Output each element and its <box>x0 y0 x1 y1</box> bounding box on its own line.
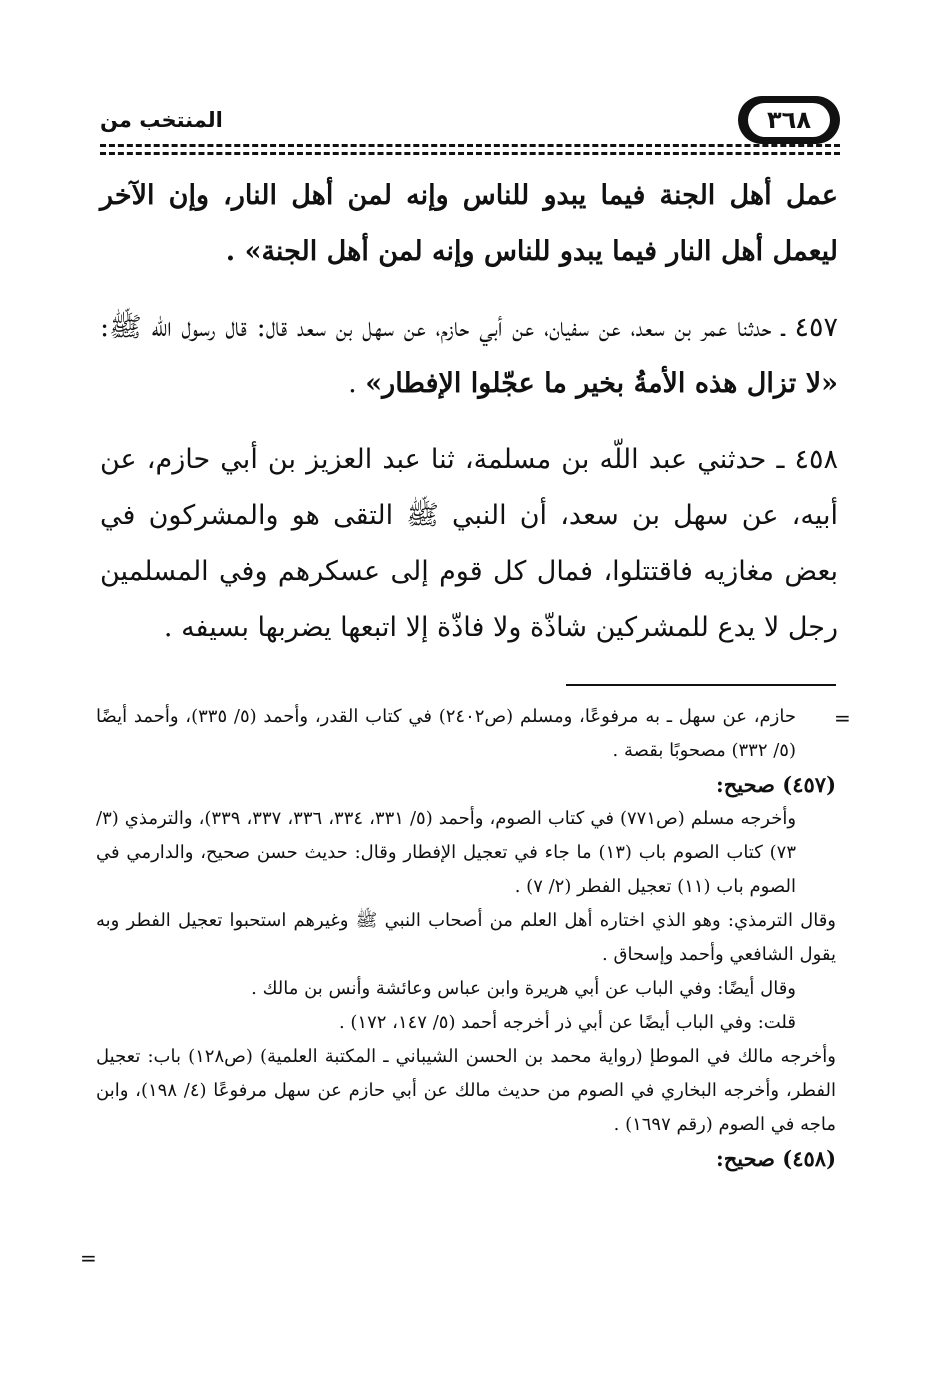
continuation-mark-bottom: = <box>80 1246 97 1270</box>
footnote-heading-458: (٤٥٨) صحيح: <box>715 1146 836 1171</box>
header-divider <box>100 144 840 147</box>
footnote-separator <box>566 684 836 686</box>
footnote-heading-457: (٤٥٧) صحيح: <box>715 772 836 797</box>
hadith-457 <box>100 300 838 412</box>
page-number-badge <box>738 96 840 144</box>
footnote-457-also: وقال أيضًا: وفي الباب عن أبي هريرة وابن عباس وعائشة وأنس بن مالك . <box>251 978 796 999</box>
footnote-457-tirmidhi: وقال الترمذي: وهو الذي اختاره أهل العلم من أصحاب النبي ﷺ وغيرهم استحبوا تعجيل الفطر وبه يقول الشافعي وأحمد وإسحاق . <box>96 910 836 965</box>
footnote-457-malik: وأخرجه مالك في الموطإ (رواية محمد بن الحسن الشيباني ـ المكتبة العلمية) (ص١٢٨) باب: تعجيل الفطر، وأخرجه البخاري في الصوم من حديث مالك عن أبي حازم عن سهل مرفوعًا (٤/ ١٩٨)، وابن ماجه في الصوم (رقم ١٦٩٧) . <box>96 1046 836 1135</box>
main-text <box>100 168 838 656</box>
hadith-457-matn: «لا تزال هذه الأمةُ بخير ما عجّلوا الإفطار» <box>365 368 838 399</box>
footnote-457-takhrij: وأخرجه مسلم (ص٧٧١) في كتاب الصوم، وأحمد (٥/ ٣٣١، ٣٣٤، ٣٣٦، ٣٣٧، ٣٣٩)، والترمذي (٣/ ٧٣) كتاب الصوم باب (١٣) ما جاء في تعجيل الإفطار وقال: حديث حسن صحيح، والدارمي في الصوم باب (١١) تعجيل الفطر (٢/ ٧) . <box>96 808 797 897</box>
footnotes <box>96 700 836 1176</box>
footnote-continued: حازم، عن سهل ـ به مرفوعًا، ومسلم (ص٢٤٠٢) في كتاب القدر، وأحمد (٥/ ٣٣٥)، وأحمد أيضًا (٥/ ٣٣٢) مصحوبًا بقصة . <box>96 706 796 761</box>
hadith-458: ٤٥٨ ـ حدثني عبد اللّه بن مسلمة، ثنا عبد العزيز بن أبي حازم، عن أبيه، عن سهل بن سعد، أن النبي ﷺ التقى هو والمشركون في بعض مغازيه فاقتتلوا، فمال كل قوم إلى عسكرهم وفي المسلمين رجل لا يدع للمشركين شاذّة ولا فاذّة إلا اتبعها يضربها بسيفه . <box>100 444 838 643</box>
footnote-457-qultu: قلت: وفي الباب أيضًا عن أبي ذر أخرجه أحمد (٥/ ١٤٧، ١٧٢) . <box>338 1012 796 1033</box>
running-title: المنتخب من <box>100 108 223 132</box>
continuation-mark-top: = <box>834 706 851 730</box>
hadith-457-end: . <box>348 368 366 399</box>
paragraph-continuation: عمل أهل الجنة فيما يبدو للناس وإنه لمن أهل النار، وإن الآخر ليعمل أهل النار فيما يبدو للناس وإنه لمن أهل الجنة» . <box>100 180 838 267</box>
hadith-457-isnad: ٤٥٧ ـ حدثنا عمر بن سعد، عن سفيان، عن أبي حازم، عن سهل بن سعد قال: قال رسول اللّه ﷺ: <box>100 312 838 343</box>
header-divider <box>100 152 840 155</box>
page-number: ٣٦٨ <box>748 103 830 137</box>
